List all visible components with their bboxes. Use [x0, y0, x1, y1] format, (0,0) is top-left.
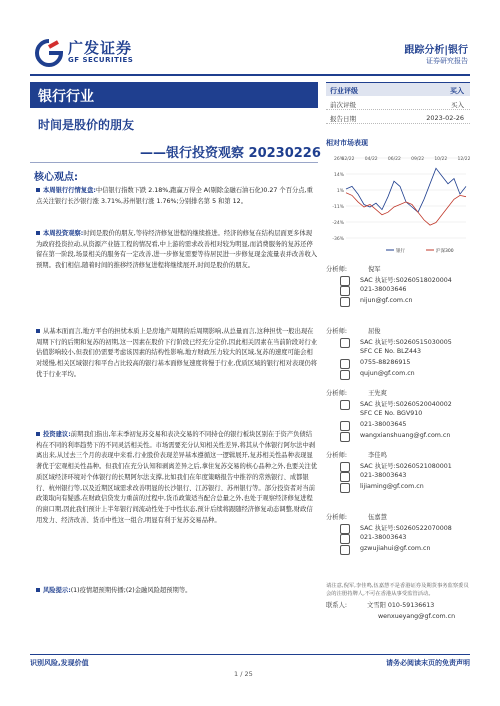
series-line-1	[346, 193, 466, 225]
analyst-phone: 021-38003643	[360, 472, 407, 479]
y-tick-label: -24%	[332, 221, 344, 226]
bullet-icon	[36, 231, 40, 235]
analyst-name: 王先爽	[368, 390, 387, 397]
paragraph-body: 从基本面而言,地方平台的担忧本质上是房地产周期的后周期影响,从总量而言,这种担忧一般出现在周期下行的后期和复苏的初期,这一因素在股价下行阶段已经充分定价,因此相关因素在当前阶段对行业估值影响较小,但我们仍需要考虑该因素的结构性影响,地方财政压力较大的区域,复苏的速度可能会相对缓慢,相关区域银行和平台占比较高的银行基本面修复速度将慢于行业,优质区域的银行相对表现仍将优于行业平均。	[36, 328, 318, 378]
rating-value: 买入	[450, 87, 464, 95]
analyst-name: 倪军	[368, 266, 381, 273]
paragraph-lead: 风险提示:	[43, 587, 71, 594]
rating-box	[326, 82, 470, 124]
bullet-icon	[36, 588, 40, 592]
contact-label: 联系人:	[326, 602, 348, 609]
y-tick-label: -11%	[332, 205, 344, 210]
phone-icon	[340, 359, 350, 369]
email-icon	[340, 370, 350, 380]
analyst-cert: SAC 执证号:S0260521080001	[360, 463, 452, 470]
analyst-email: lijiaming@gf.com.cn	[360, 483, 424, 490]
y-tick-label: 14%	[333, 173, 344, 178]
x-tick-label: 02/22	[341, 157, 355, 162]
footer-divider	[30, 654, 470, 655]
paragraph-body: 时间是股价的朋友,等待经济修复进程的继续推进。经济的修复在结构层面更多体现为政府投资拉动,从资源产业链工程的情况看,中上游的需求改善相对较为明显,而消费服务的复苏还停留在第一阶段,场景相关的服务有一定改善,进一步修复需要等待居民进一步修复现金流量表并改善收入预期。我们相信,随着时间的推移经济修复进程将继续展开,时间是股价的朋友。	[36, 230, 318, 270]
logo-text-en: GF SECURITIES	[68, 56, 134, 64]
paragraph-market-review	[36, 186, 318, 207]
previous-rating-label: 前次评级	[330, 101, 356, 109]
analyst-cert: SAC 执证号:S0260515030005	[360, 339, 452, 346]
report-date-row	[326, 110, 470, 124]
analyst-name: 屈俊	[368, 328, 381, 335]
paragraph-lead: 本周银行行情复盘:	[43, 187, 96, 194]
email-icon	[340, 483, 350, 493]
analyst-email: wangxianshuang@gf.com.cn	[360, 432, 451, 439]
analyst-phone: 021-38003646	[360, 286, 407, 293]
rating-label: 行业评级	[330, 87, 358, 95]
paragraph-observation	[36, 229, 318, 272]
y-tick-label: 1%	[336, 189, 344, 194]
badge-icon	[340, 276, 350, 286]
x-tick-label: 12/22	[457, 157, 470, 162]
analyst-label: 分析师:	[326, 452, 348, 459]
paragraph-lead: 投资建议:	[43, 431, 71, 438]
analyst-email: qujun@gf.com.cn	[360, 370, 415, 377]
industry-name: 银行行业	[38, 89, 94, 105]
paragraph-body: (1)疫情超预期传播;(2)金融风险超预期等。	[70, 587, 192, 594]
analyst-sfc: SFC CE No. BGV910	[360, 410, 423, 417]
analyst-block	[326, 264, 470, 322]
analyst-email: nijun@gf.com.cn	[360, 297, 413, 304]
report-date-value: 2023-02-26	[426, 114, 464, 122]
bullet-icon	[36, 329, 40, 333]
analyst-sfc: SFC CE No. BLZ443	[360, 348, 422, 355]
analyst-block	[326, 388, 470, 446]
report-subtitle-series: ——银行投资观察 20230226	[140, 146, 321, 161]
analyst-block	[326, 450, 470, 508]
analyst-block	[326, 512, 470, 570]
phone-icon	[340, 286, 350, 296]
title-divider	[30, 162, 318, 163]
analyst-phone: 021-38003645	[360, 421, 407, 428]
x-tick-label: 09/22	[411, 157, 425, 162]
paragraph-fundamentals	[36, 327, 318, 381]
analyst-label: 分析师:	[326, 266, 348, 273]
gf-logo-icon	[34, 38, 64, 68]
legend-label: 银行	[396, 249, 405, 254]
report-title: 时间是股价的朋友	[38, 118, 135, 132]
page-number: 1 / 25	[234, 670, 253, 678]
paragraph-lead: 本周投资观察:	[43, 230, 84, 237]
contact-email: wenxueyang@gf.com.cn	[378, 613, 456, 620]
badge-icon	[340, 338, 350, 348]
analyst-name: 伍嘉慧	[368, 514, 387, 521]
report-subtitle: 证券研究报告	[426, 57, 468, 65]
footer-disclaimer: 请务必阅读末页的免责声明	[386, 659, 470, 667]
analyst-label: 分析师:	[326, 514, 348, 521]
previous-rating-row	[326, 96, 470, 110]
x-tick-label: 10/22	[434, 157, 448, 162]
badge-icon	[340, 524, 350, 534]
paragraph-risk	[36, 586, 318, 597]
paragraph-body: 中信银行指数下跌 2.18%,跑赢万得全 A(剔除金融石油石化)0.27 个百分点,重点关注银行长沙银行涨 3.71%,苏州银行涨 1.76%;分别排名第 5 和第 12。	[36, 187, 313, 205]
badge-icon	[340, 400, 350, 410]
logo-text-cn: 广发证券	[68, 39, 133, 57]
paragraph-investment-advice	[36, 430, 318, 526]
analyst-cert: SAC 执证号:S0260522070008	[360, 525, 452, 532]
contact-block	[326, 600, 470, 620]
legend-label: 沪深300	[436, 249, 454, 254]
footer-slogan: 识别风险,发现价值	[30, 659, 89, 667]
analyst-cert: SAC 执证号:S0260518020004	[360, 277, 452, 284]
relative-performance-chart	[326, 150, 470, 258]
analyst-phone: 0755-88286915	[360, 359, 411, 366]
email-icon	[340, 297, 350, 307]
analyst-name: 李佳鸣	[368, 452, 387, 459]
rating-header	[326, 82, 470, 96]
x-tick-label: 06/22	[387, 157, 401, 162]
report-date-label: 报告日期	[330, 115, 356, 123]
disclaimer-note: 请注意,倪军,李佳鸣,伍嘉慧不是香港证券及期货事务监察委员会的注册持牌人,不可在香港从事受监管活动。	[326, 583, 469, 597]
bullet-icon	[36, 188, 40, 192]
analyst-block	[326, 326, 470, 384]
badge-icon	[340, 462, 350, 472]
analyst-cert: SAC 执证号:S0260520040002	[360, 401, 452, 408]
chart-title: 相对市场表现	[326, 139, 368, 147]
phone-icon	[340, 421, 350, 431]
y-tick-label: -36%	[332, 237, 344, 242]
bullet-icon	[36, 432, 40, 436]
x-tick-label: 04/22	[364, 157, 378, 162]
paragraph-body: 前期我们指出,年末季初复苏交易和表决交易的不同持仓的银行板块区别在于资产负债结构在不同的利率趋势下的不同灵活相关性。市场需要充分认知相关性差异,将其从个体银行阿尔法中剥离出来,从过去三个月的表现中来看,行业股价表现差异基本遵循这一逻辑展开,复苏相关性品种表现显著优于宏观相关性品种。但我们在充分认知和剥离差异之后,拿住复苏交易的核心品种之外,也要关注优质区域经济环境对个体银行的长期阿尔法支撑,比如我们在年度策略报告中推荐的常熟银行、成都银行、杭州银行等,以及近期区域需求改善明显的长沙银行、江苏银行、苏州银行等。部分投资者对当前政策取向有疑惑,在财政信贷发力重前的过程中,货币政策适当配合总量之外,也处于观察经济修复进程的窗口期,因此我们预计上半年银行间流动性处于中性状态,预计后续将跟随经济修复动态调整,财政信用发力、经济改善、货币中性这一组合,明显有利于复苏交易品种。	[36, 431, 318, 524]
header-divider	[30, 74, 470, 76]
y-tick-label: 26%	[333, 157, 344, 162]
analyst-label: 分析师:	[326, 390, 348, 397]
analyst-email: gzwujiahui@gf.com.cn	[360, 545, 431, 552]
contact-name-phone: 文雪阳 010-59136613	[367, 602, 435, 609]
phone-icon	[340, 472, 350, 482]
analyst-phone: 021-38003643	[360, 534, 407, 541]
previous-rating-value: 买入	[451, 101, 464, 109]
phone-icon	[340, 534, 350, 544]
email-icon	[340, 545, 350, 555]
email-icon	[340, 432, 350, 442]
core-points-heading: 核心观点:	[34, 172, 78, 183]
report-type: 跟踪分析|银行	[404, 45, 468, 56]
analyst-label: 分析师:	[326, 328, 348, 335]
